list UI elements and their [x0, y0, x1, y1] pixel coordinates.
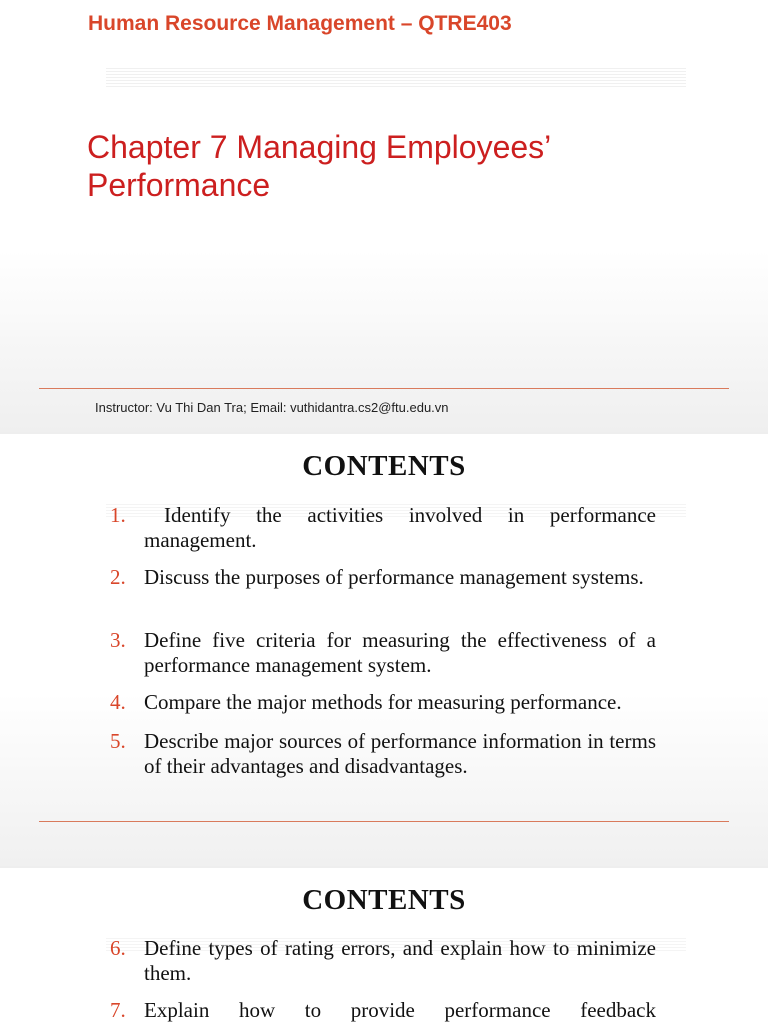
objective-text: Compare the major methods for measuring performance. [144, 690, 622, 714]
objective-number: 4. [110, 690, 126, 714]
objective-text: Identify the activities involved in performance management. [144, 503, 656, 552]
course-title: Human Resource Management – QTRE403 [88, 12, 512, 35]
contents-heading: CONTENTS [302, 884, 466, 916]
contents-heading: CONTENTS [302, 450, 466, 482]
instructor-info: Instructor: Vu Thi Dan Tra; Email: vuthidantra.cs2@ftu.edu.vn [95, 400, 449, 415]
objective-number: 1. [110, 503, 126, 527]
title-slide [0, 0, 768, 432]
objective-text: Define types of rating errors, and explain how to minimize them. [144, 936, 656, 985]
objective-text: Describe major sources of performance information in terms of their advantages and disadvantages. [144, 729, 656, 778]
objective-number: 5. [110, 729, 126, 753]
objective-number: 6. [110, 936, 126, 960]
objective-number: 2. [110, 565, 126, 589]
objective-text: Define five criteria for measuring the effectiveness of a performance management system. [144, 628, 656, 677]
objective-number: 7. [110, 998, 126, 1022]
chapter-title: Chapter 7 Managing Employees’ Performance [87, 129, 551, 203]
objective-text: Discuss the purposes of performance management systems. [144, 565, 644, 589]
contents-slide-1 [0, 434, 768, 866]
decorative-texture [106, 68, 686, 88]
divider-line [39, 388, 729, 389]
objective-text: Explain how to provide performance feedback [144, 998, 656, 1022]
contents-slide-2 [0, 868, 768, 1024]
divider-line [39, 821, 729, 822]
objective-number: 3. [110, 628, 126, 652]
